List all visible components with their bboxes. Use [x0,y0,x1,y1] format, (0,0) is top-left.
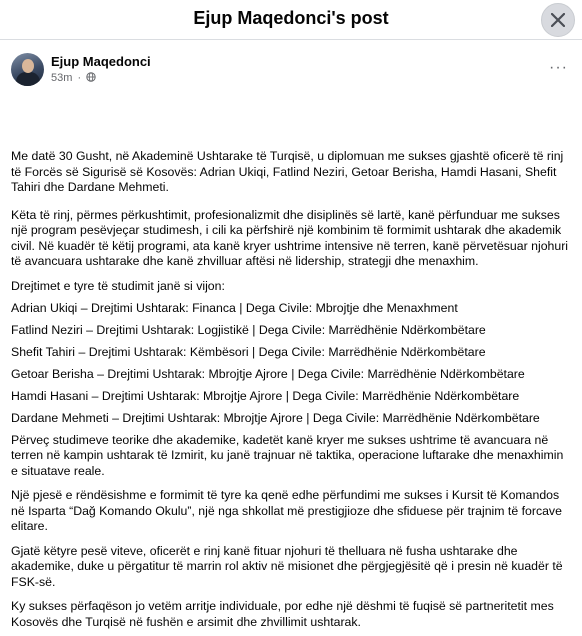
post-paragraph: Drejtimet e tyre të studimit janë si vijon: [11,278,225,293]
list-item: Getoar Berisha – Drejtimi Ushtarak: Mbrojtje Ajrore | Dega Civile: Marrëdhënie Ndërkombëtare [11,366,525,381]
post-paragraph: Një pjesë e rëndësishme e formimit të tyre ka qenë edhe përfundimi me sukses i Kursit të Komandos në Isparta “Dağ Komando Okulu”, një nga shkollat më prestigjioze dhe sfiduese për trajnim të forcave elitare. [11,488,562,533]
meta-separator: · [77,72,82,84]
list-item: Fatlind Neziri – Drejtimi Ushtarak: Logjistikë | Dega Civile: Marrëdhënie Ndërkombëtare [11,322,486,337]
post [0,53,582,629]
more-options-button[interactable]: ··· [549,59,568,76]
post-paragraph: Ky sukses përfaqëson jo vetëm arritje individuale, por edhe një dëshmi të fuqisë së partneritetit mes Kosovës dhe Turqisë në fushën e arsimit dhe zhvillimit ushtarak. [11,599,554,629]
close-button[interactable] [541,3,575,37]
post-paragraph: Këta të rinj, përmes përkushtimit, profesionalizmit dhe disiplinës së lartë, kanë përfunduar me sukses një program pesëvjeçar studimesh, i cili ka përfshirë një kombinim të formimit ushtarak dhe akademik civil. Në kuadër të këtij programi, ata kanë kryer ushtrime intensive në terren, kanë përvetësuar njohuri të avancuara ushtarake dhe kanë zhvilluar aftësi në lidership, strategji dhe menaxhim. [11,207,569,268]
close-icon [551,13,565,27]
modal-title: Ejup Maqedonci's post [193,8,389,28]
list-item: Dardane Mehmeti – Drejtimi Ushtarak: Mbrojtje Ajrore | Dega Civile: Marrëdhënie Ndërkombëtare [11,410,540,425]
post-time[interactable]: 53m [51,72,73,84]
post-header [0,53,582,101]
modal-header [0,0,582,40]
avatar[interactable] [11,53,44,86]
post-paragraph: Përveç studimeve teorike dhe akademike, kadetët kanë kryer me sukses ushtrime të avancuara në terren në kampin ushtarak të Izmirit, ku janë trajnuar në taktika, operacione luftarake dhe menaxhimin e situatave reale. [11,432,564,478]
list-item: Adrian Ukiqi – Drejtimi Ushtarak: Financa | Dega Civile: Mbrojtje dhe Menaxhment [11,300,458,315]
globe-icon [86,72,96,82]
author-name[interactable]: Ejup Maqedonci [51,54,151,69]
post-meta [51,72,96,84]
post-body [11,149,572,636]
post-paragraph: Me datë 30 Gusht, në Akademinë Ushtarake të Turqisë, u diplomuan me sukses gjashtë oficerë të rinj të Forcës së Sigurisë së Kosovës: Adrian Ukiqi, Fatlind Neziri, Getoar Berisha, Hamdi Hasani, Shefit Tahiri dhe Dardane Mehmeti. [11,149,564,194]
post-paragraph: Gjatë këtyre pesë viteve, oficerët e rinj kanë fituar njohuri të thelluara në fusha ushtarake dhe akademike, duke u përgatitur të marrin rol aktiv në misionet dhe përgjegjësitë që i presin në kuadër të FSK-së. [11,543,563,589]
list-item: Hamdi Hasani – Drejtimi Ushtarak: Mbrojtje Ajrore | Dega Civile: Marrëdhënie Ndërkombëtare [11,388,520,403]
list-item: Shefit Tahiri – Drejtimi Ushtarak: Këmbësori | Dega Civile: Marrëdhënie Ndërkombëtare [11,344,486,359]
